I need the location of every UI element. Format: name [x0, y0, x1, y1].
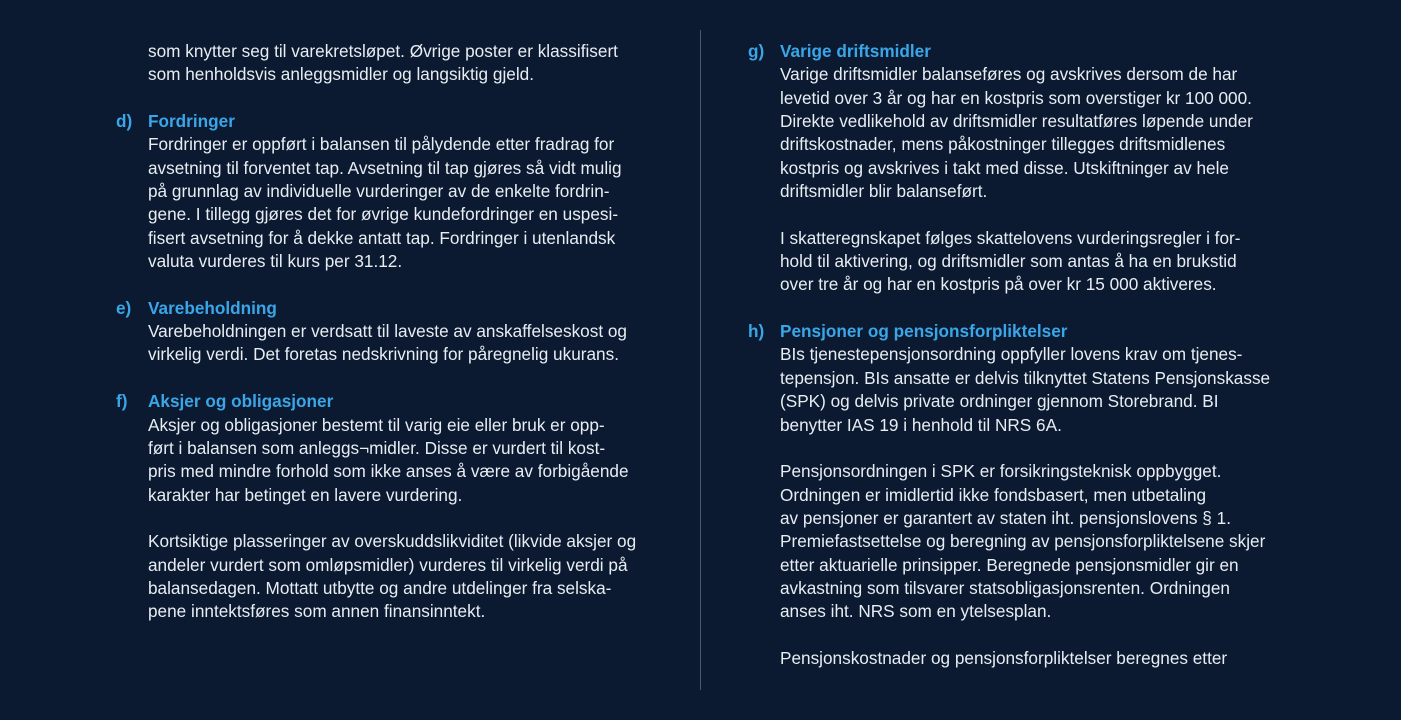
- body-text-line: anses iht. NRS som en ytelsesplan.: [780, 601, 1052, 622]
- body-text-line: pene inntektsføres som annen finansinntekt.: [148, 601, 486, 622]
- body-text-line: gene. I tillegg gjøres det for øvrige kundefordringer en uspesi-: [148, 204, 619, 225]
- body-text-line: Fordringer er oppført i balansen til pålydende etter fradrag for: [148, 134, 615, 155]
- body-text-line: Kortsiktige plasseringer av overskuddslikviditet (likvide aksjer og: [148, 531, 637, 552]
- body-text-line: BIs tjenestepensjonsordning oppfyller lovens krav om tjenes-: [780, 344, 1243, 365]
- section-title: Fordringer: [148, 111, 235, 132]
- section-heading: [748, 320, 1308, 343]
- body-text-line: tepensjon. BIs ansatte er delvis tilknyttet Statens Pensjonskasse: [780, 367, 1271, 388]
- section-title: Aksjer og obligasjoner: [148, 391, 334, 412]
- body-text-line: ført i balansen som anleggs¬midler. Disse er vurdert til kost-: [148, 437, 606, 458]
- column-divider: [700, 30, 701, 690]
- body-text-line: avsetning til forventet tap. Avsetning til tap gjøres så vidt mulig: [148, 157, 622, 178]
- body-text-line: Varebeholdningen er verdsatt til laveste av anskaffelseskost og: [148, 321, 627, 342]
- paragraph-spacer: [116, 273, 676, 296]
- body-text-line: balansedagen. Mottatt utbytte og andre utdelinger fra selska-: [148, 577, 612, 598]
- section-letter: h): [748, 321, 765, 342]
- body-text-line: som henholdsvis anleggsmidler og langsiktig gjeld.: [148, 64, 534, 85]
- body-text-line: fisert avsetning for å dekke antatt tap. Fordringer i utenlandsk: [148, 227, 616, 248]
- body-text-line: virkelig verdi. Det foretas nedskrivning for påregnelig ukurans.: [148, 344, 619, 365]
- section-letter: d): [116, 111, 133, 132]
- body-text-line: Direkte vedlikehold av driftsmidler resultatføres løpende under: [780, 111, 1253, 132]
- section-letter: g): [748, 41, 765, 61]
- left-column: [116, 40, 676, 624]
- body-text-line: avkastning som tilsvarer statsobligasjonsrenten. Ordningen: [780, 577, 1230, 598]
- paragraph-spacer: [748, 437, 1308, 460]
- paragraph-spacer: [748, 624, 1308, 647]
- body-text-line: I skatteregnskapet følges skattelovens vurderingsregler i for-: [780, 227, 1241, 248]
- section-title: Pensjoner og pensjonsforpliktelser: [780, 321, 1068, 342]
- body-text-line: Varige driftsmidler balanseføres og avskrives dersom de har: [780, 64, 1238, 85]
- body-text-line: Aksjer og obligasjoner bestemt til varig eie eller bruk er opp-: [148, 414, 605, 435]
- body-text-line: andeler vurdert som omløpsmidler) vurderes til virkelig verdi på: [148, 554, 628, 575]
- right-column: [748, 40, 1308, 670]
- body-text-line: av pensjoner er garantert av staten iht. pensjonslovens § 1.: [780, 507, 1231, 528]
- body-text-line: driftsmidler blir balanseført.: [780, 181, 988, 202]
- body-text-line: levetid over 3 år og har en kostpris som overstiger kr 100 000.: [780, 87, 1252, 108]
- section-heading: [116, 297, 676, 320]
- paragraph-spacer: [116, 367, 676, 390]
- body-text-line: etter aktuarielle prinsipper. Beregnede pensjonsmidler gir en: [780, 554, 1239, 575]
- paragraph-spacer: [748, 203, 1308, 226]
- paragraph-spacer: [116, 87, 676, 110]
- body-text-line: benytter IAS 19 i henhold til NRS 6A.: [780, 414, 1062, 435]
- body-text-line: Ordningen er imidlertid ikke fondsbasert, men utbetaling: [780, 484, 1207, 505]
- section-heading: [116, 110, 676, 133]
- body-text-line: karakter har betinget en lavere vurdering.: [148, 484, 463, 505]
- section-title: Varige driftsmidler: [780, 41, 931, 61]
- section-heading: [116, 390, 676, 413]
- paragraph-spacer: [748, 297, 1308, 320]
- body-text-line: over tre år og har en kostpris på over kr 15 000 aktiveres.: [780, 274, 1217, 295]
- body-text-line: (SPK) og delvis private ordninger gjennom Storebrand. BI: [780, 391, 1219, 412]
- body-text-line: som knytter seg til varekretsløpet. Øvrige poster er klassifisert: [148, 41, 618, 61]
- body-text-line: kostpris og avskrives i takt med disse. Utskiftninger av hele: [780, 157, 1229, 178]
- body-text-line: Premiefastsettelse og beregning av pensjonsforpliktelsene skjer: [780, 531, 1266, 552]
- paragraph-spacer: [116, 507, 676, 530]
- body-text-line: hold til aktivering, og driftsmidler som antas å ha en brukstid: [780, 251, 1237, 272]
- body-text-line: Pensjonskostnader og pensjonsforpliktelser beregnes etter: [780, 647, 1228, 668]
- body-text-line: driftskostnader, mens påkostninger tillegges driftsmidlenes: [780, 134, 1226, 155]
- body-text-line: pris med mindre forhold som ikke anses å være av forbigående: [148, 461, 629, 482]
- section-heading: [748, 40, 1308, 63]
- body-text-line: på grunnlag av individuelle vurderinger av de enkelte fordrin-: [148, 181, 610, 202]
- body-text-line: valuta vurderes til kurs per 31.12.: [148, 251, 403, 272]
- section-letter: e): [116, 297, 132, 318]
- section-letter: f): [116, 391, 128, 412]
- body-text-line: Pensjonsordningen i SPK er forsikringsteknisk oppbygget.: [780, 461, 1222, 482]
- section-title: Varebeholdning: [148, 297, 277, 318]
